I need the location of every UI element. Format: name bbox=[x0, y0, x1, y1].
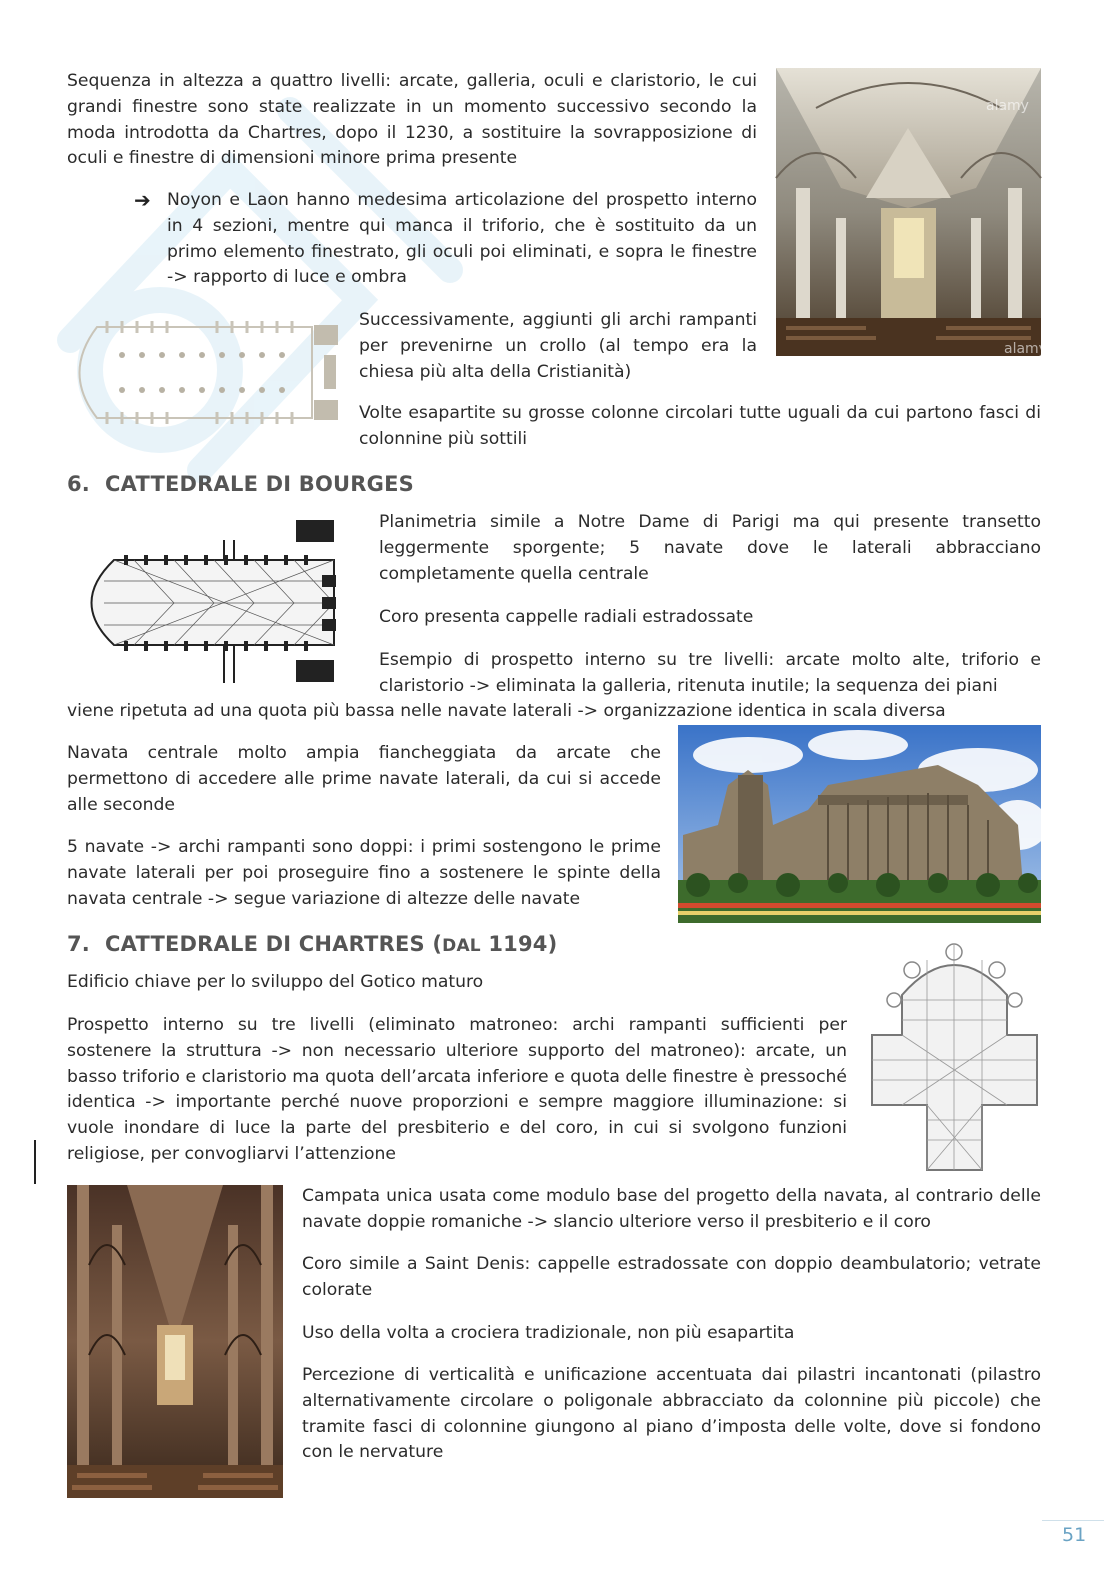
paragraph-archi-rampanti: Successivamente, aggiunti gli archi rampanti per prevenirne un crollo (al tempo era la chiesa più alta della Cristianità) bbox=[359, 310, 757, 382]
page-number-rule bbox=[1042, 1520, 1104, 1521]
arrow-bullet-icon: ➔ bbox=[134, 188, 151, 212]
paragraph-prospetto-a: Esempio di prospetto interno su tre livelli: arcate molto alte, triforio e claristorio -> eliminata la galleria, ritenuta inutile; la sequenza dei piani bbox=[379, 650, 1041, 696]
margin-mark bbox=[34, 1140, 36, 1184]
heading-title: CATTEDRALE DI BOURGES bbox=[105, 472, 414, 496]
paragraph-noyon-laon: Noyon e Laon hanno medesima articolazione del prospetto interno in 4 sezioni, mentre qui manca il triforio, che è sostituito da un primo elemento finestrato, gli oculi poi eliminati, e sopra le finestre -> rapporto di luce e ombra bbox=[167, 190, 757, 288]
heading-dal: DAL bbox=[442, 936, 481, 956]
paragraph-edificio-chiave: Edificio chiave per lo sviluppo del Gotico maturo bbox=[67, 972, 484, 992]
paragraph-prospetto-b: viene ripetuta ad una quota più bassa nelle navate laterali -> organizzazione identica in scala diversa bbox=[67, 701, 946, 721]
paragraph-verticalita: Percezione di verticalità e unificazione accentuata dai pilastri incantonati (pilastro alternativamente circolare o poligonale abbracciato da colonnine più piccole) che tramite fasci di colonnine giungono al piano d’imposta delle volte, dove si fondono con le nervature bbox=[302, 1365, 1041, 1463]
heading-number: 7. bbox=[67, 932, 90, 956]
paragraph-prospetto-chartres: Prospetto interno su tre livelli (eliminato matroneo: archi rampanti sufficienti per sostenere la struttura -> non necessario ulteriore supporto del matroneo): arcate, un basso triforio e claristorio ma quota dell’arcata inferiore e quota delle finestre è pressoché identica -> importante perché nuove proporzioni e sempre maggiore illuminazione: si vuole inondare di luce la parte del presbiterio e del coro, in cui si svolgono funzioni religiose, per convogliarvi l’attenzione bbox=[67, 1015, 847, 1164]
heading-title: CATTEDRALE DI CHARTRES ( bbox=[105, 932, 443, 956]
plan-notre-dame bbox=[62, 315, 347, 430]
paragraph-coro-cappelle: Coro presenta cappelle radiali estradossate bbox=[379, 607, 754, 627]
heading-bourges bbox=[67, 470, 414, 498]
photo-watermark-text: alamy bbox=[986, 98, 1029, 114]
page-number: 51 bbox=[1062, 1524, 1087, 1546]
photo-watermark-text-2: alamy bbox=[1004, 341, 1047, 357]
paragraph-sequence: Sequenza in altezza a quattro livelli: arcate, galleria, oculi e claristorio, le cui grandi finestre sono state realizzate in un momento successivo secondo la moda introdotta da Chartres, dopo il 1230, a sostituire la sovrapposizione di oculi e finestre di dimensioni minore prima presente bbox=[67, 71, 757, 169]
paragraph-planimetria: Planimetria simile a Notre Dame di Parigi ma qui presente transetto leggermente sporgente; 5 navate dove le laterali abbracciano completamente quella centrale bbox=[379, 512, 1041, 584]
photo-notre-dame-interior bbox=[776, 68, 1047, 357]
heading-chartres bbox=[67, 930, 557, 960]
plan-bourges bbox=[74, 515, 357, 685]
paragraph-volte-esapartite: Volte esapartite su grosse colonne circolari tutte uguali da cui partono fasci di colonnine più sottili bbox=[359, 403, 1041, 449]
photo-bourges-exterior bbox=[678, 725, 1041, 923]
paragraph-coro-saint-denis: Coro simile a Saint Denis: cappelle estradossate con doppio deambulatorio; vetrate colorate bbox=[302, 1254, 1041, 1300]
paragraph-volta-crociera: Uso della volta a crociera tradizionale, non più esapartita bbox=[302, 1323, 795, 1343]
photo-chartres-interior bbox=[67, 1185, 283, 1498]
heading-number: 6. bbox=[67, 472, 90, 496]
paragraph-campata-unica: Campata unica usata come modulo base del progetto della navata, al contrario delle navate doppie romaniche -> slancio ulteriore verso il presbiterio e il coro bbox=[302, 1186, 1041, 1232]
heading-year: 1194) bbox=[480, 932, 558, 956]
paragraph-cinque-navate: 5 navate -> archi rampanti sono doppi: i primi sostengono le prime navate laterali per poi proseguire fino a sostenere le spinte della navata centrale -> segue variazione di altezze delle navate bbox=[67, 837, 661, 909]
plan-chartres bbox=[872, 940, 1037, 1175]
paragraph-navata-centrale: Navata centrale molto ampia fiancheggiata da arcate che permettono di accedere alle prime navate laterali, da cui si accede alle seconde bbox=[67, 743, 661, 815]
